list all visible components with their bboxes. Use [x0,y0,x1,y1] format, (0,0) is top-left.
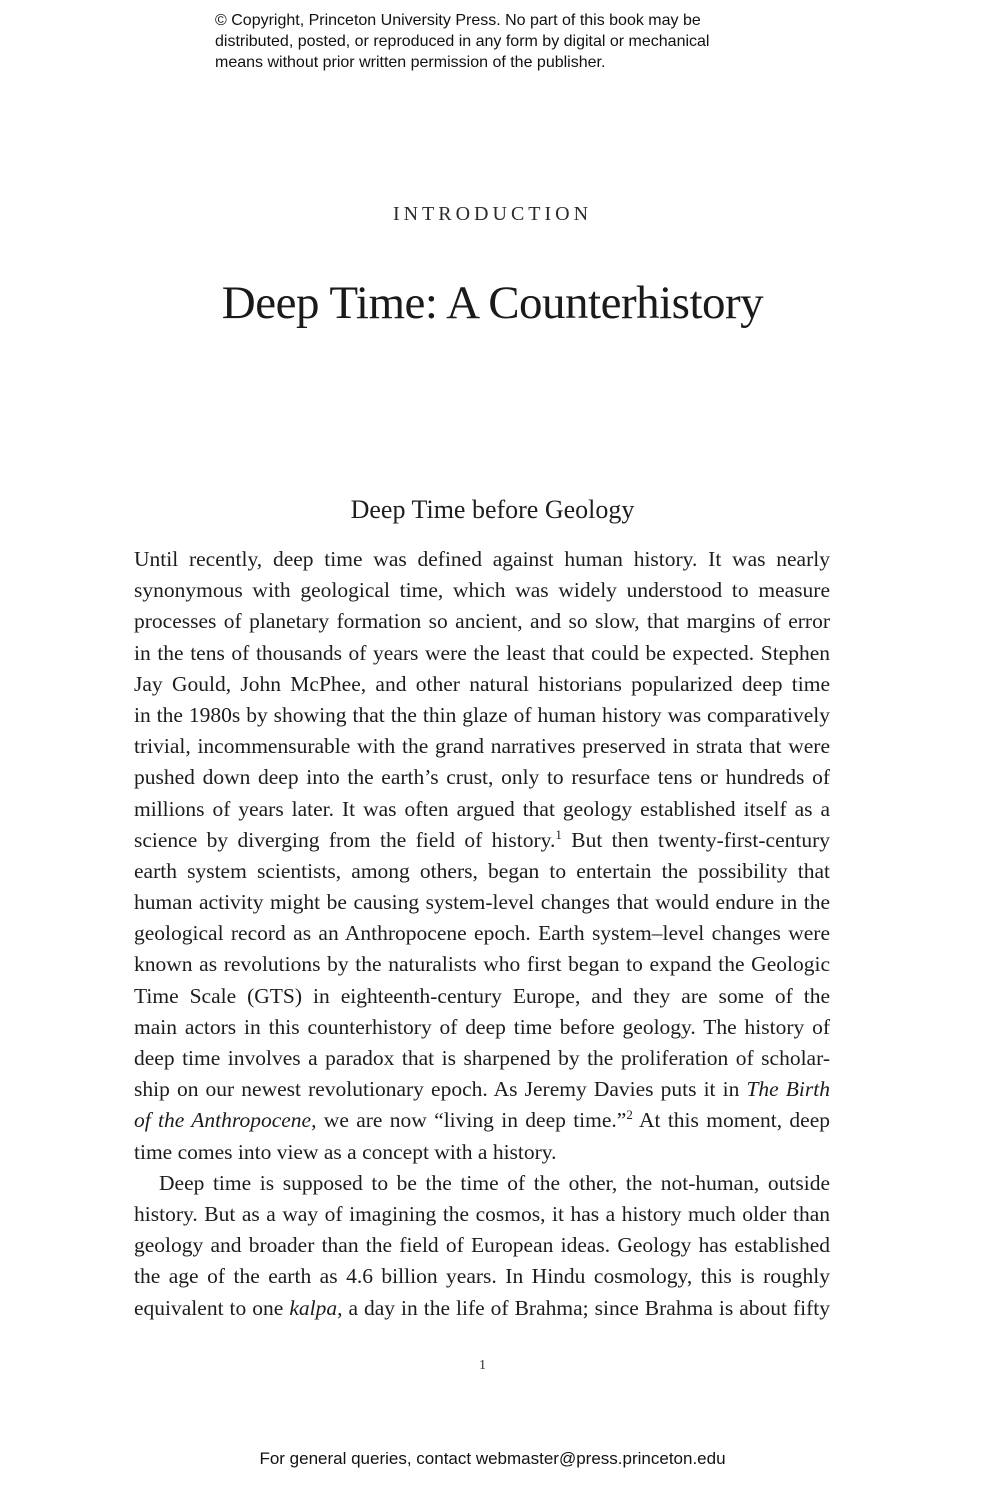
term-italic: kalpa, [289,1295,343,1320]
text-line: in the 1980s by showing that the thin glaze of human history was comparatively [134,702,830,727]
chapter-title: Deep Time: A Counterhistory [221,277,764,329]
paragraph-2 [134,1168,830,1324]
text-line [134,1074,830,1105]
text-line: deep time involves a paradox that is sharpened by the proliferation of scholar- [134,1046,830,1070]
text-line: pushed down deep into the earth’s crust, only to resurface tens or hundreds of [134,765,830,790]
copyright-line: distributed, posted, or reproduced in any form by digital or mechanical [215,33,710,50]
text-line [134,1293,830,1324]
text-segment: equivalent to one [134,1295,290,1320]
text-line: geological record as an Anthropocene epoch. Earth system–level changes were [134,921,830,946]
copyright-line: © Copyright, Princeton University Press. No part of this book may be [215,12,701,29]
footnote-marker[interactable]: 1 [555,826,562,842]
text-line: synonymous with geological time, which was widely understood to measure [134,578,830,603]
text-segment: we are now “living in deep time.” [316,1108,627,1133]
copyright-notice [215,10,815,73]
footer-contact: For general queries, contact webmaster@press.princeton.edu [259,1449,726,1468]
text-line: millions of years later. It was often argued that geology established itself as a [134,796,830,821]
text-segment: a day in the life of Brahma; since Brahma is about fifty [342,1295,830,1320]
text-line: geology and broader than the field of European ideas. Geology has established [134,1233,830,1258]
text-line: earth system scientists, among others, began to entertain the possibility that [134,858,830,883]
text-line: Until recently, deep time was defined against human history. It was nearly [134,547,830,571]
text-line: the age of the earth as 4.6 billion years. In Hindu cosmology, this is roughly [134,1264,830,1289]
text-line: main actors in this counterhistory of deep time before geology. The history of [134,1014,830,1039]
copyright-line: means without prior written permission of the publisher. [215,54,606,71]
book-title-italic: of the Anthropocene, [134,1108,317,1133]
text-line: trivial, incommensurable with the grand narratives preserved in strata that were [134,734,830,759]
footnote-marker[interactable]: 2 [626,1107,633,1123]
book-title-italic: The Birth [746,1077,830,1102]
text-line: known as revolutions by the naturalists who first began to expand the Geologic [134,952,830,977]
text-line: Jay Gould, John McPhee, and other natural historians popularized deep time [134,671,830,696]
page-number: 1 [479,1358,486,1373]
text-segment: At this moment, deep [632,1108,831,1133]
text-line [134,825,830,856]
body-text [134,544,830,1324]
chapter-label: INTRODUCTION [392,203,593,225]
text-line: Deep time is supposed to be the time of the other, the not-human, outside [159,1170,830,1195]
text-line: human activity might be causing system-level changes that would endure in the [134,890,830,915]
text-segment: science by diverging from the field of history. [134,827,556,852]
paragraph-1 [134,544,830,1168]
text-line [134,1105,830,1136]
text-segment: ship on our newest revolutionary epoch. As Jeremy Davies puts it in [134,1077,747,1102]
text-line: processes of planetary formation so ancient, and so slow, that margins of error [134,609,830,634]
text-line: history. But as a way of imagining the cosmos, it has a history much older than [134,1201,830,1226]
text-line: in the tens of thousands of years were the least that could be expected. Stephen [134,640,830,665]
section-heading: Deep Time before Geology [350,495,635,524]
text-line: Time Scale (GTS) in eighteenth-century Europe, and they are some of the [134,983,830,1008]
text-line: time comes into view as a concept with a history. [134,1139,557,1164]
text-segment: But then twenty-first-century [561,827,830,852]
